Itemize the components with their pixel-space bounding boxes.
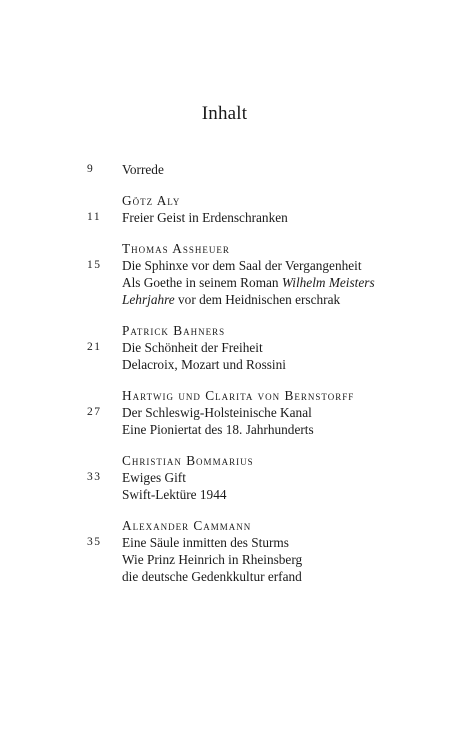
author-name: Patrick Bahners: [122, 323, 226, 338]
author-name: Hartwig und Clarita von Bernstorff: [122, 388, 355, 403]
page-title: Inhalt: [201, 103, 248, 124]
entry-title: Freier Geist in Erdenschranken: [122, 210, 288, 225]
entry-title: Der Schleswig-Holsteinische Kanal: [122, 405, 312, 420]
page-number: 9: [87, 163, 95, 175]
entry-subtitle: Delacroix, Mozart und Rossini: [122, 357, 286, 372]
page-number: 35: [87, 536, 102, 548]
toc-entry: [0, 517, 449, 585]
page-number: 27: [87, 406, 102, 418]
toc-entry: [0, 161, 449, 178]
author-name: Alexander Cammann: [122, 518, 252, 533]
page-number: 21: [87, 341, 102, 353]
author-name: Christian Bommarius: [122, 453, 254, 468]
book-title: Wilhelm Meisters: [281, 275, 375, 290]
table-of-contents: [0, 161, 449, 599]
entry-subtitle: Swift-Lektüre 1944: [122, 487, 227, 502]
page-number: 33: [87, 471, 102, 483]
entry-title: Eine Säule inmitten des Sturms: [122, 535, 289, 550]
book-title: Lehrjahre: [122, 292, 175, 307]
toc-entry: [0, 192, 449, 226]
entry-title: Vorrede: [122, 162, 164, 177]
entry-subtitle: die deutsche Gedenkkultur erfand: [122, 569, 302, 584]
author-name: Götz Aly: [122, 193, 181, 208]
toc-entry: [0, 322, 449, 373]
toc-entry: [0, 240, 449, 308]
entry-title: Die Sphinxe vor dem Saal der Vergangenheit: [122, 258, 362, 273]
subtitle-part: vor dem Heidnischen erschrak: [178, 292, 341, 307]
entry-title: Die Schönheit der Freiheit: [122, 340, 263, 355]
page-number: 11: [87, 211, 102, 223]
entry-subtitle: [122, 291, 340, 308]
subtitle-part: Als Goethe in seinem Roman: [122, 275, 279, 290]
toc-entry: [0, 452, 449, 503]
page-number: 15: [87, 259, 102, 271]
toc-entry: [0, 387, 449, 438]
entry-subtitle: Eine Pioniertat des 18. Jahrhunderts: [122, 422, 314, 437]
author-name: Thomas Assheuer: [122, 241, 230, 256]
entry-subtitle: [122, 274, 375, 291]
entry-subtitle: Wie Prinz Heinrich in Rheinsberg: [122, 552, 303, 567]
entry-title: Ewiges Gift: [122, 470, 186, 485]
